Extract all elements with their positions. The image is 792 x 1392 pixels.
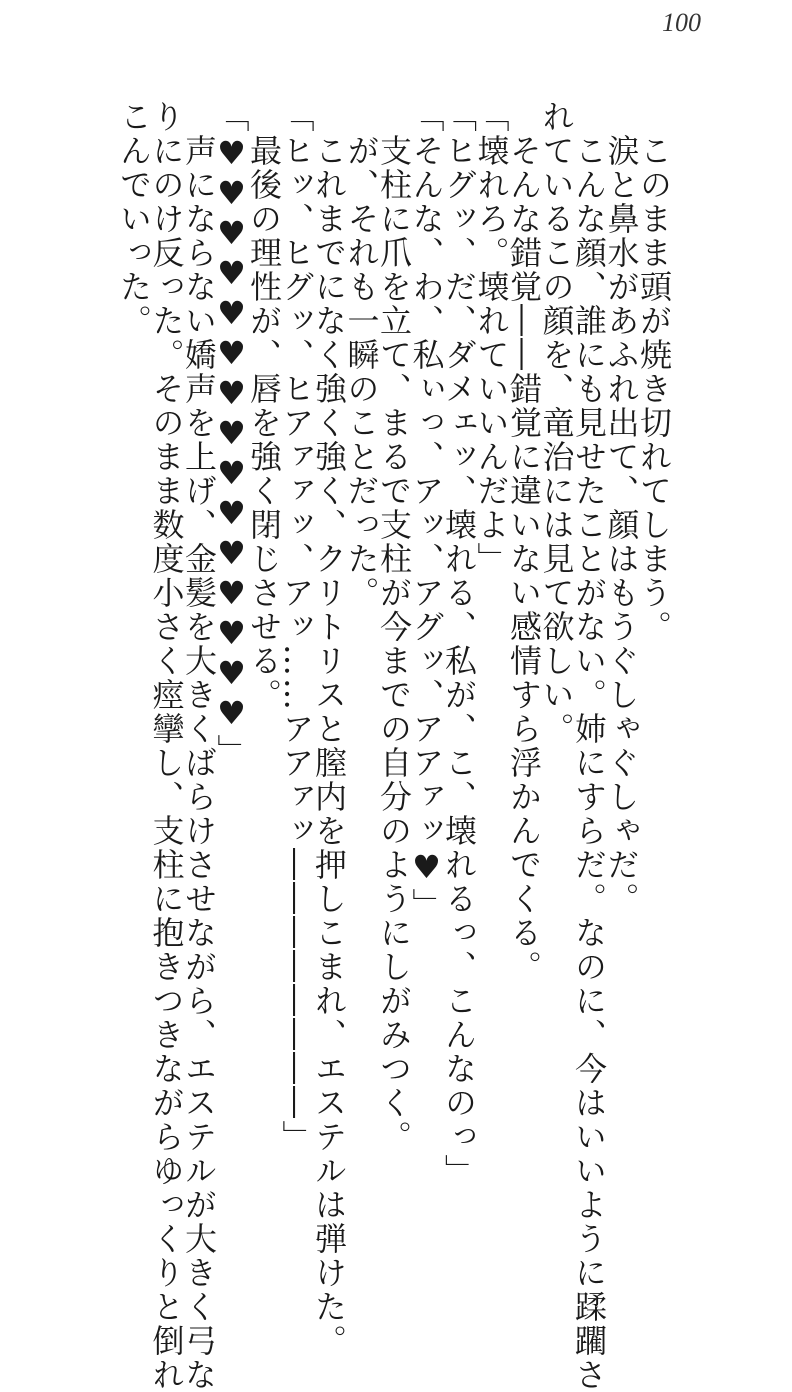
text-column: 「そんな、わ、私ぃっ、アッ、アグッ、アアァッ♥」 [407,100,446,922]
text-column: 最後の理性が、唇を強く閉じさせる。 [245,100,283,712]
text-column: 「♥♥♥♥♥♥♥♥♥♥♥♥♥♥♥」 [212,100,251,768]
text-column: これまでになく強く強く、クリトリスと膣内を押しこまれ、エステルは弾けた。 [310,100,348,1358]
text-column: そんな錯覚――錯覚に違いない感情すら浮かんでくる。 [505,100,543,984]
text-column: 支柱に爪を立て、まるで支柱が今までの自分のようにしがみつく。 [375,100,413,1154]
text-column: こんでいった。 [115,100,153,338]
text-column: 声にならない嬌声を上げ、金髪を大きくばらけさせながら、エステルが大きく弓な [180,100,218,1392]
vertical-text-block [115,100,673,1392]
text-column: りにのけ反った。そのまま数度小さく痙攣し、支柱に抱きつきながらゆっくりと倒れ [147,100,186,1392]
text-column: 涙と鼻水があふれ出て、顔はもうぐしゃぐしゃだ。 [602,100,641,916]
text-column: 「ヒグッ、だ、ダメェッ、壊れる、私が、こ、壊れるっ、こんなのっ」 [440,100,478,1188]
text-column: れているこの顔を、竜治には見て欲しい。 [537,100,576,746]
text-column: こんな顔、誰にも見せたことがない。姉にすらだ。なのに、今はいいように蹂躙さ [570,100,608,1392]
text-column: 「壊れろ。壊れていいんだよ」 [472,100,511,576]
page-number: 100 [662,8,701,37]
text-column: このまま頭が焼き切れてしまう。 [635,100,673,644]
text-column: が、それも一瞬のことだった。 [342,100,381,610]
text-column: 「ヒッ、ヒグッ、ヒアァァッ、アッ……アアァッ――――――――」 [277,100,316,1154]
